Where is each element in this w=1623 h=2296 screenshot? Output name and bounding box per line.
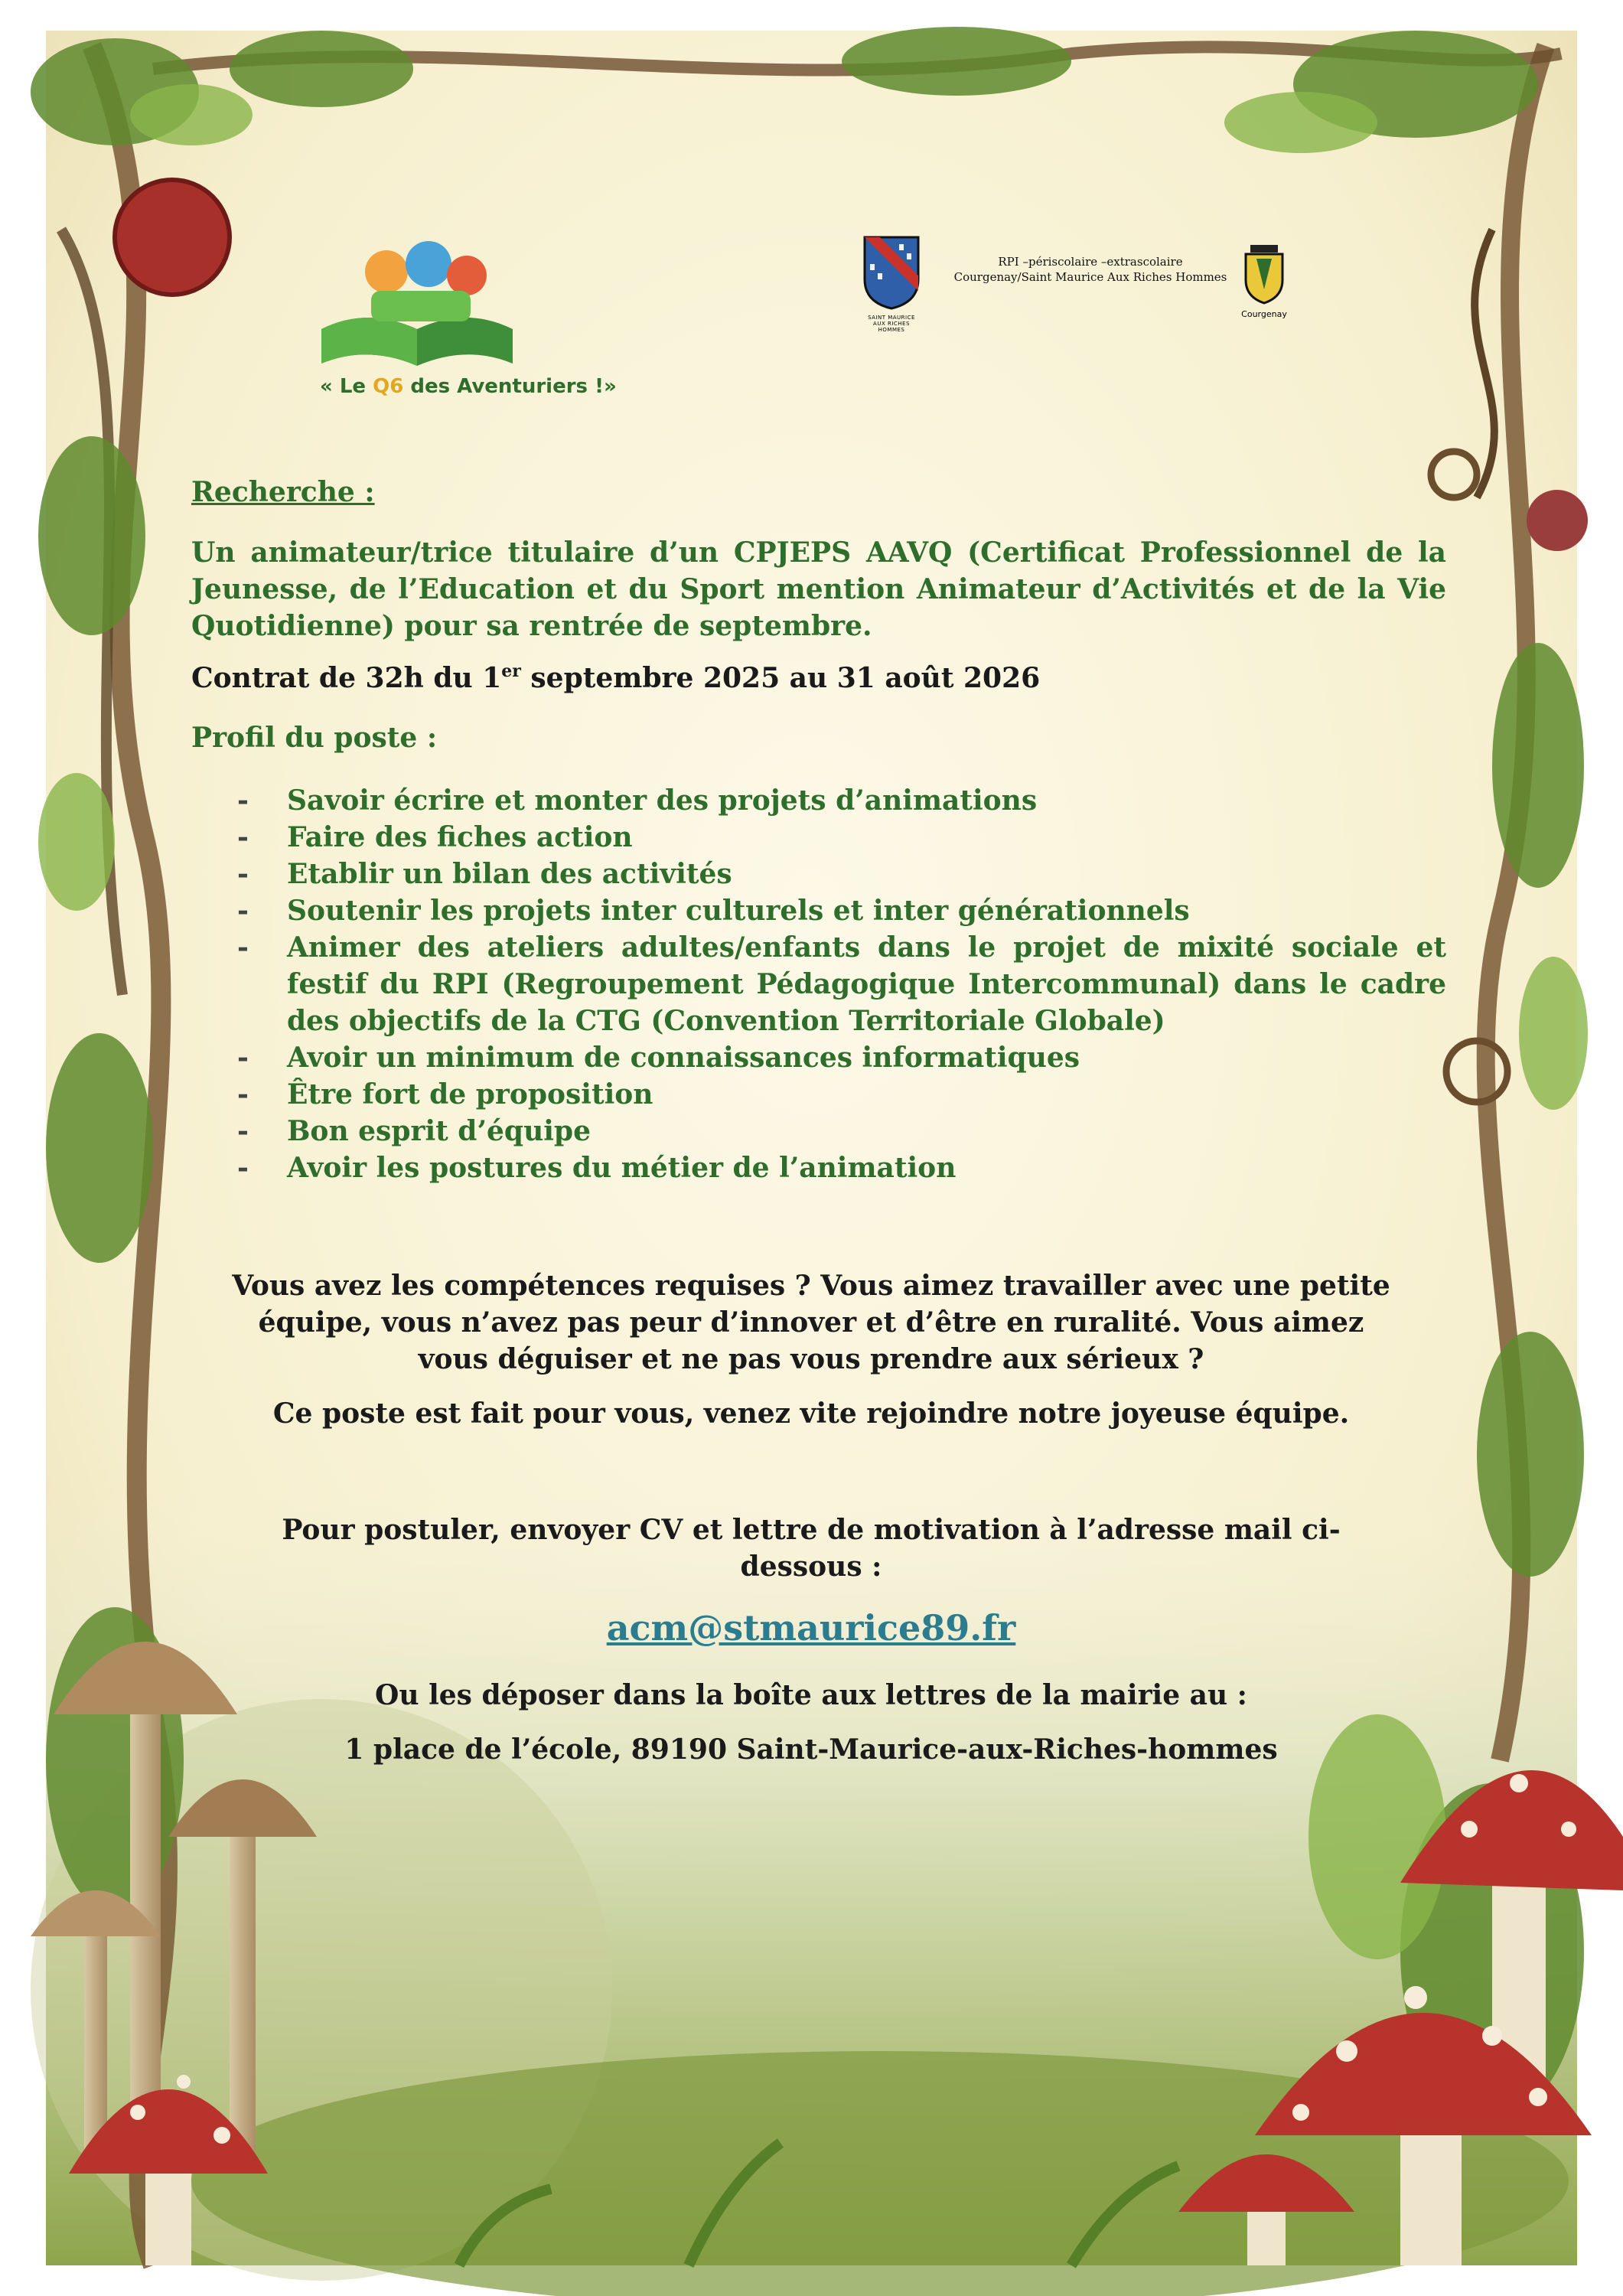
section-heading: Recherche :: [191, 476, 375, 508]
rpi-line-2: Courgenay/Saint Maurice Aux Riches Hommes: [953, 270, 1227, 284]
open-book-icon: [314, 230, 520, 383]
list-item: - Animer des ateliers adultes/enfants dans le projet de mixité sociale et festif du RPI (Regroupement Pédagogique Intercommunal) dans le cadre des objectifs de la CTG (Convention Territoriale Globale): [237, 931, 1446, 1037]
saint-maurice-crest: [861, 233, 922, 333]
job-description: Un animateur/trice titulaire d’un CPJEPS AAVQ (Certificat Professionnel de la Jeunesse, de l’Education et du Sport mention Animateur d’Activités et de la Vie Quotidienne) pour sa rentrée de septembre.: [191, 536, 1446, 642]
coat-of-arms-icon: [861, 233, 922, 310]
coat-of-arms-icon: [1243, 243, 1286, 305]
list-item: - Avoir un minimum de connaissances informatiques: [237, 1042, 1080, 1074]
list-item: - Bon esprit d’équipe: [237, 1115, 592, 1147]
rpi-line-1: RPI –périscolaire –extrascolaire: [998, 255, 1183, 269]
task-list: [237, 782, 1446, 1186]
mairie-address: 1 place de l’école, 89190 Saint-Maurice-aux-Riches-hommes: [344, 1733, 1278, 1766]
profile-title: Profil du poste :: [191, 722, 438, 754]
crest-left-caption: SAINT MAURICE AUX RICHES HOMMES: [868, 315, 915, 333]
crest-right-caption: Courgenay: [1241, 309, 1287, 319]
rpi-header: [930, 254, 1251, 285]
list-item: - Avoir les postures du métier de l’animation: [237, 1152, 957, 1184]
courgenay-crest: [1234, 243, 1295, 319]
drop-off-text: Ou les déposer dans la boîte aux lettres de la mairie au :: [375, 1679, 1247, 1711]
tagline: « Le Q6 des Aventuriers !»: [320, 375, 617, 398]
skills-question: Vous avez les compétences requises ? Vous aimez travailler avec une petite équipe, vous n’avez pas peur d’innover et d’être en ruralité. Vous aimez vous déguiser et ne pas vous prendre aux sérieux ?: [232, 1270, 1390, 1375]
contract-line: Contrat de 32h du 1er septembre 2025 au 31 août 2026: [191, 661, 1041, 694]
list-item: - Soutenir les projets inter culturels et inter générationnels: [237, 895, 1190, 927]
list-item: - Faire des fiches action: [237, 821, 633, 853]
apply-instructions: Pour postuler, envoyer CV et lettre de motivation à l’adresse mail ci- dessous :: [282, 1514, 1341, 1583]
tagline-q6: Q6: [373, 375, 404, 398]
join-us-text: Ce poste est fait pour vous, venez vite rejoindre notre joyeuse équipe.: [272, 1397, 1350, 1430]
contact-email-link[interactable]: acm@stmaurice89.fr: [606, 1607, 1016, 1649]
list-item: - Être fort de proposition: [237, 1078, 653, 1110]
qg-aventuriers-logo: [314, 230, 520, 383]
list-item: - Savoir écrire et monter des projets d’animations: [237, 784, 1038, 817]
list-item: - Etablir un bilan des activités: [237, 858, 732, 890]
